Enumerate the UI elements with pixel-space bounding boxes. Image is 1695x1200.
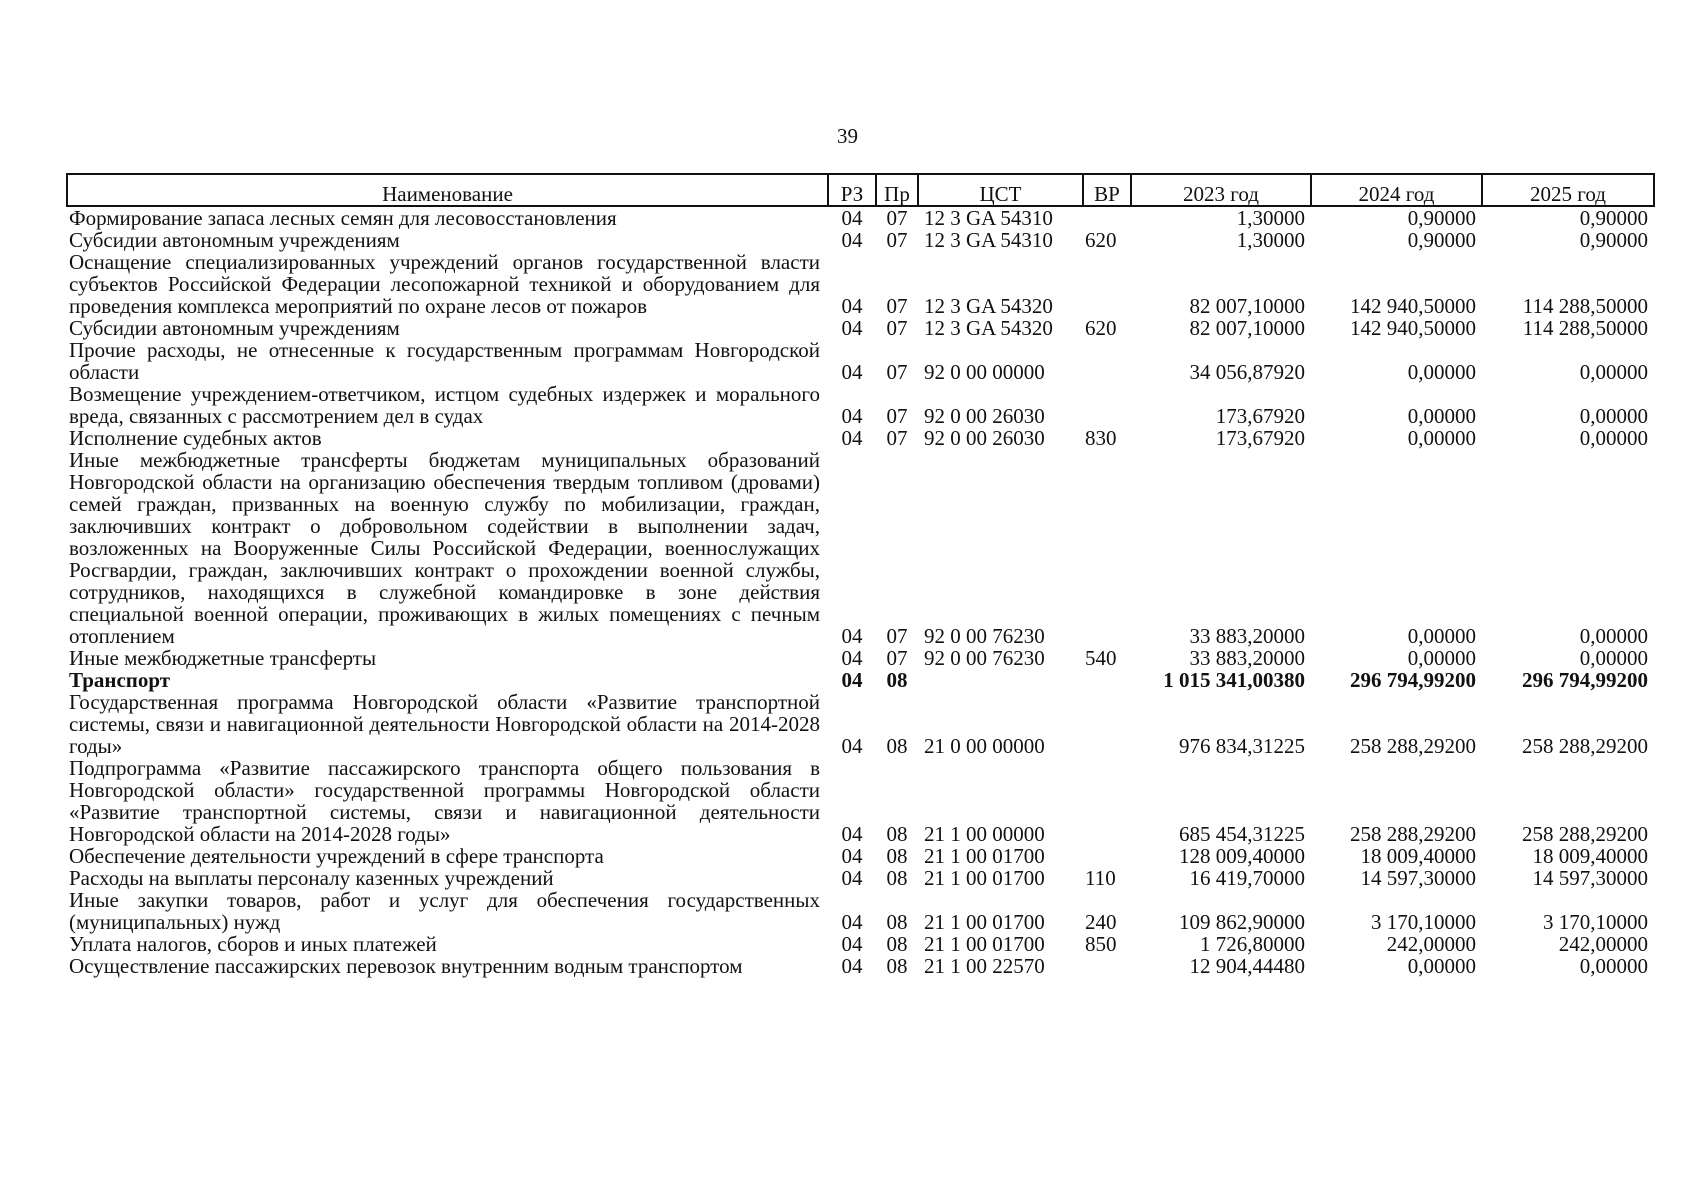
table-row xyxy=(67,955,1654,977)
cell-2025: 0,00000 xyxy=(1579,360,1648,384)
cell-2025: 258 288,29200 xyxy=(1522,822,1648,846)
cell-name: Обеспечение деятельности учреждений в сфере транспорта xyxy=(69,844,604,868)
cell-cst: 21 1 00 01700 xyxy=(924,866,1045,890)
cell-cst: 21 1 00 00000 xyxy=(924,822,1045,846)
cell-pr: 07 xyxy=(886,316,908,340)
cell-cst: 12 3 GA 54320 xyxy=(924,294,1053,318)
cell-2025: 114 288,50000 xyxy=(1522,316,1648,340)
cell-2023: 33 883,20000 xyxy=(1189,624,1305,648)
cell-name: Транспорт xyxy=(69,668,171,692)
cell-name: Осуществление пассажирских перевозок внутренним водным транспортом xyxy=(69,954,743,978)
cell-rz: 04 xyxy=(841,360,863,384)
cell-rz: 04 xyxy=(841,316,863,340)
cell-vr: 540 xyxy=(1085,646,1117,670)
budget-table xyxy=(66,173,1655,977)
table-row xyxy=(67,933,1654,955)
cell-pr: 08 xyxy=(886,954,908,978)
cell-rz: 04 xyxy=(841,844,863,868)
cell-2023: 82 007,10000 xyxy=(1189,316,1305,340)
cell-name: Исполнение судебных актов xyxy=(69,426,322,450)
cell-2023: 82 007,10000 xyxy=(1189,294,1305,318)
table-body xyxy=(67,206,1654,977)
cell-rz: 04 xyxy=(841,646,863,670)
cell-2025: 0,00000 xyxy=(1579,954,1648,978)
cell-rz: 04 xyxy=(841,932,863,956)
cell-pr: 07 xyxy=(886,228,908,252)
cell-cst: 92 0 00 76230 xyxy=(924,624,1045,648)
cell-cst xyxy=(918,669,1083,691)
cell-pr: 08 xyxy=(886,734,908,758)
cell-rz: 04 xyxy=(841,954,863,978)
cell-2025: 0,00000 xyxy=(1579,624,1648,648)
table-row xyxy=(67,867,1654,889)
cell-2025: 18 009,40000 xyxy=(1532,844,1648,868)
table-row xyxy=(67,229,1654,251)
cell-2025: 0,90000 xyxy=(1579,206,1648,230)
cell-vr: 240 xyxy=(1085,910,1117,934)
cell-pr: 08 xyxy=(886,910,908,934)
cell-name: Иные межбюджетные трансферты бюджетам муниципальных образований Новгородской области на организацию обеспечения твердым топливом (дровами) семей граждан, призванных на военную службу по мобилизации, граждан, заключивших контракт о добровольном содействии в выполнении задач, возложенных на Вооруженные Силы Российской Федерации, военнослужащих Росгвардии, граждан, заключивших контракт о прохождении военной службы, сотрудников, находящихся в служебной командировке в зоне действия специальной военной операции, проживающих в жилых помещениях с печным отоплением xyxy=(69,448,820,648)
cell-vr: 620 xyxy=(1085,316,1117,340)
cell-2024: 242,00000 xyxy=(1386,932,1476,956)
cell-name: Иные закупки товаров, работ и услуг для обеспечения государственных (муниципальных) нужд xyxy=(69,888,820,934)
cell-vr: 620 xyxy=(1085,228,1117,252)
cell-pr: 07 xyxy=(886,294,908,318)
cell-pr: 07 xyxy=(886,206,908,230)
cell-rz: 04 xyxy=(841,668,863,692)
cell-name: Формирование запаса лесных семян для лесовосстановления xyxy=(69,206,617,230)
cell-2023: 34 056,87920 xyxy=(1189,360,1305,384)
header-name: Наименование xyxy=(67,174,828,206)
cell-2023: 173,67920 xyxy=(1215,404,1305,428)
cell-vr xyxy=(1083,339,1131,383)
cell-cst: 12 3 GA 54320 xyxy=(924,316,1053,340)
table-row xyxy=(67,339,1654,383)
cell-vr xyxy=(1083,691,1131,757)
cell-rz: 04 xyxy=(841,426,863,450)
cell-2025: 114 288,50000 xyxy=(1522,294,1648,318)
cell-pr: 08 xyxy=(886,932,908,956)
cell-2023: 1,30000 xyxy=(1236,228,1305,252)
cell-cst: 12 3 GA 54310 xyxy=(924,228,1053,252)
cell-2024: 0,00000 xyxy=(1407,404,1476,428)
header-cst: ЦСТ xyxy=(918,174,1083,206)
cell-name: Государственная программа Новгородской области «Развитие транспортной системы, связи и навигационной деятельности Новгородской области на 2014-2028 годы» xyxy=(69,690,820,758)
cell-2025: 296 794,99200 xyxy=(1522,668,1648,692)
cell-2024: 18 009,40000 xyxy=(1360,844,1476,868)
cell-pr: 07 xyxy=(886,624,908,648)
cell-2024: 0,00000 xyxy=(1407,646,1476,670)
cell-2023: 109 862,90000 xyxy=(1179,910,1305,934)
cell-rz: 04 xyxy=(841,624,863,648)
page-number: 39 xyxy=(837,124,858,148)
cell-pr: 07 xyxy=(886,426,908,450)
cell-cst: 21 1 00 01700 xyxy=(924,910,1045,934)
table-row xyxy=(67,647,1654,669)
cell-cst: 21 1 00 22570 xyxy=(924,954,1045,978)
cell-2024: 0,00000 xyxy=(1407,624,1476,648)
table-row xyxy=(67,669,1654,691)
cell-2023: 33 883,20000 xyxy=(1189,646,1305,670)
cell-2023: 12 904,44480 xyxy=(1189,954,1305,978)
cell-vr xyxy=(1083,383,1131,427)
table-row xyxy=(67,449,1654,647)
cell-2025: 258 288,29200 xyxy=(1522,734,1648,758)
cell-rz: 04 xyxy=(841,206,863,230)
header-rz: РЗ xyxy=(828,174,876,206)
cell-2024: 142 940,50000 xyxy=(1350,316,1476,340)
table-row xyxy=(67,251,1654,317)
cell-pr: 08 xyxy=(886,822,908,846)
cell-2024: 258 288,29200 xyxy=(1350,734,1476,758)
cell-name: Возмещение учреждением-ответчиком, истцом судебных издержек и морального вреда, связанных с рассмотрением дел в судах xyxy=(69,382,820,428)
cell-2023: 16 419,70000 xyxy=(1189,866,1305,890)
table-row xyxy=(67,691,1654,757)
cell-vr xyxy=(1083,449,1131,647)
cell-pr: 07 xyxy=(886,360,908,384)
cell-pr: 08 xyxy=(886,866,908,890)
cell-pr: 08 xyxy=(886,844,908,868)
cell-vr xyxy=(1083,955,1131,977)
cell-2024: 0,00000 xyxy=(1407,954,1476,978)
cell-name: Иные межбюджетные трансферты xyxy=(69,646,377,670)
cell-2024: 258 288,29200 xyxy=(1350,822,1476,846)
cell-rz: 04 xyxy=(841,294,863,318)
cell-cst: 92 0 00 26030 xyxy=(924,404,1045,428)
cell-cst: 12 3 GA 54310 xyxy=(924,206,1053,230)
cell-vr xyxy=(1083,251,1131,317)
cell-name: Уплата налогов, сборов и иных платежей xyxy=(69,932,437,956)
cell-name: Прочие расходы, не отнесенные к государственным программам Новгородской области xyxy=(69,338,820,384)
table-row xyxy=(67,757,1654,845)
cell-rz: 04 xyxy=(841,866,863,890)
cell-pr: 08 xyxy=(886,668,908,692)
cell-2025: 0,00000 xyxy=(1579,404,1648,428)
cell-2025: 3 170,10000 xyxy=(1543,910,1648,934)
cell-2025: 242,00000 xyxy=(1558,932,1648,956)
cell-2024: 0,00000 xyxy=(1407,360,1476,384)
cell-rz: 04 xyxy=(841,404,863,428)
cell-2025: 0,00000 xyxy=(1579,646,1648,670)
cell-name: Оснащение специализированных учреждений органов государственной власти субъектов Российской Федерации лесопожарной техникой и оборудованием для проведения комплекса мероприятий по охране лесов от пожаров xyxy=(69,250,820,318)
cell-cst: 92 0 00 76230 xyxy=(924,646,1045,670)
header-2025: 2025 год xyxy=(1482,174,1654,206)
header-2023: 2023 год xyxy=(1131,174,1311,206)
cell-cst: 21 1 00 01700 xyxy=(924,932,1045,956)
cell-cst: 21 0 00 00000 xyxy=(924,734,1045,758)
cell-pr: 07 xyxy=(886,404,908,428)
cell-cst: 21 1 00 01700 xyxy=(924,844,1045,868)
cell-vr: 850 xyxy=(1085,932,1117,956)
cell-name: Субсидии автономным учреждениям xyxy=(69,228,400,252)
cell-cst: 92 0 00 00000 xyxy=(924,360,1045,384)
header-vr: ВР xyxy=(1083,174,1131,206)
table-header xyxy=(67,174,1654,206)
cell-2024: 0,00000 xyxy=(1407,426,1476,450)
cell-vr xyxy=(1083,757,1131,845)
cell-vr xyxy=(1083,845,1131,867)
cell-2024: 0,90000 xyxy=(1407,228,1476,252)
cell-rz: 04 xyxy=(841,822,863,846)
cell-vr: 110 xyxy=(1085,866,1116,890)
cell-name: Субсидии автономным учреждениям xyxy=(69,316,400,340)
table-row xyxy=(67,427,1654,449)
cell-rz: 04 xyxy=(841,228,863,252)
cell-2024: 142 940,50000 xyxy=(1350,294,1476,318)
table-row xyxy=(67,845,1654,867)
cell-cst: 92 0 00 26030 xyxy=(924,426,1045,450)
cell-rz: 04 xyxy=(841,910,863,934)
cell-2023: 1 726,80000 xyxy=(1200,932,1305,956)
table-row xyxy=(67,206,1654,229)
table-row xyxy=(67,383,1654,427)
cell-2025: 0,90000 xyxy=(1579,228,1648,252)
header-2024: 2024 год xyxy=(1311,174,1482,206)
cell-2024: 14 597,30000 xyxy=(1360,866,1476,890)
cell-2023: 1,30000 xyxy=(1236,206,1305,230)
cell-2024: 296 794,99200 xyxy=(1350,668,1476,692)
cell-vr xyxy=(1083,206,1131,229)
cell-2024: 0,90000 xyxy=(1407,206,1476,230)
cell-vr: 830 xyxy=(1085,426,1117,450)
header-pr: Пр xyxy=(876,174,918,206)
cell-rz: 04 xyxy=(841,734,863,758)
cell-name: Подпрограмма «Развитие пассажирского транспорта общего пользования в Новгородской области» государственной программы Новгородской области «Развитие транспортной системы, связи и навигационной деятельности Новгородской области на 2014-2028 годы» xyxy=(69,756,820,846)
table-row xyxy=(67,889,1654,933)
cell-2024: 3 170,10000 xyxy=(1371,910,1476,934)
cell-name: Расходы на выплаты персоналу казенных учреждений xyxy=(69,866,554,890)
cell-2023: 976 834,31225 xyxy=(1179,734,1305,758)
cell-2025: 14 597,30000 xyxy=(1532,866,1648,890)
cell-vr xyxy=(1083,669,1131,691)
cell-2023: 1 015 341,00380 xyxy=(1163,668,1305,692)
table-row xyxy=(67,317,1654,339)
cell-2025: 0,00000 xyxy=(1579,426,1648,450)
cell-2023: 173,67920 xyxy=(1215,426,1305,450)
cell-pr: 07 xyxy=(886,646,908,670)
cell-2023: 128 009,40000 xyxy=(1179,844,1305,868)
cell-2023: 685 454,31225 xyxy=(1179,822,1305,846)
